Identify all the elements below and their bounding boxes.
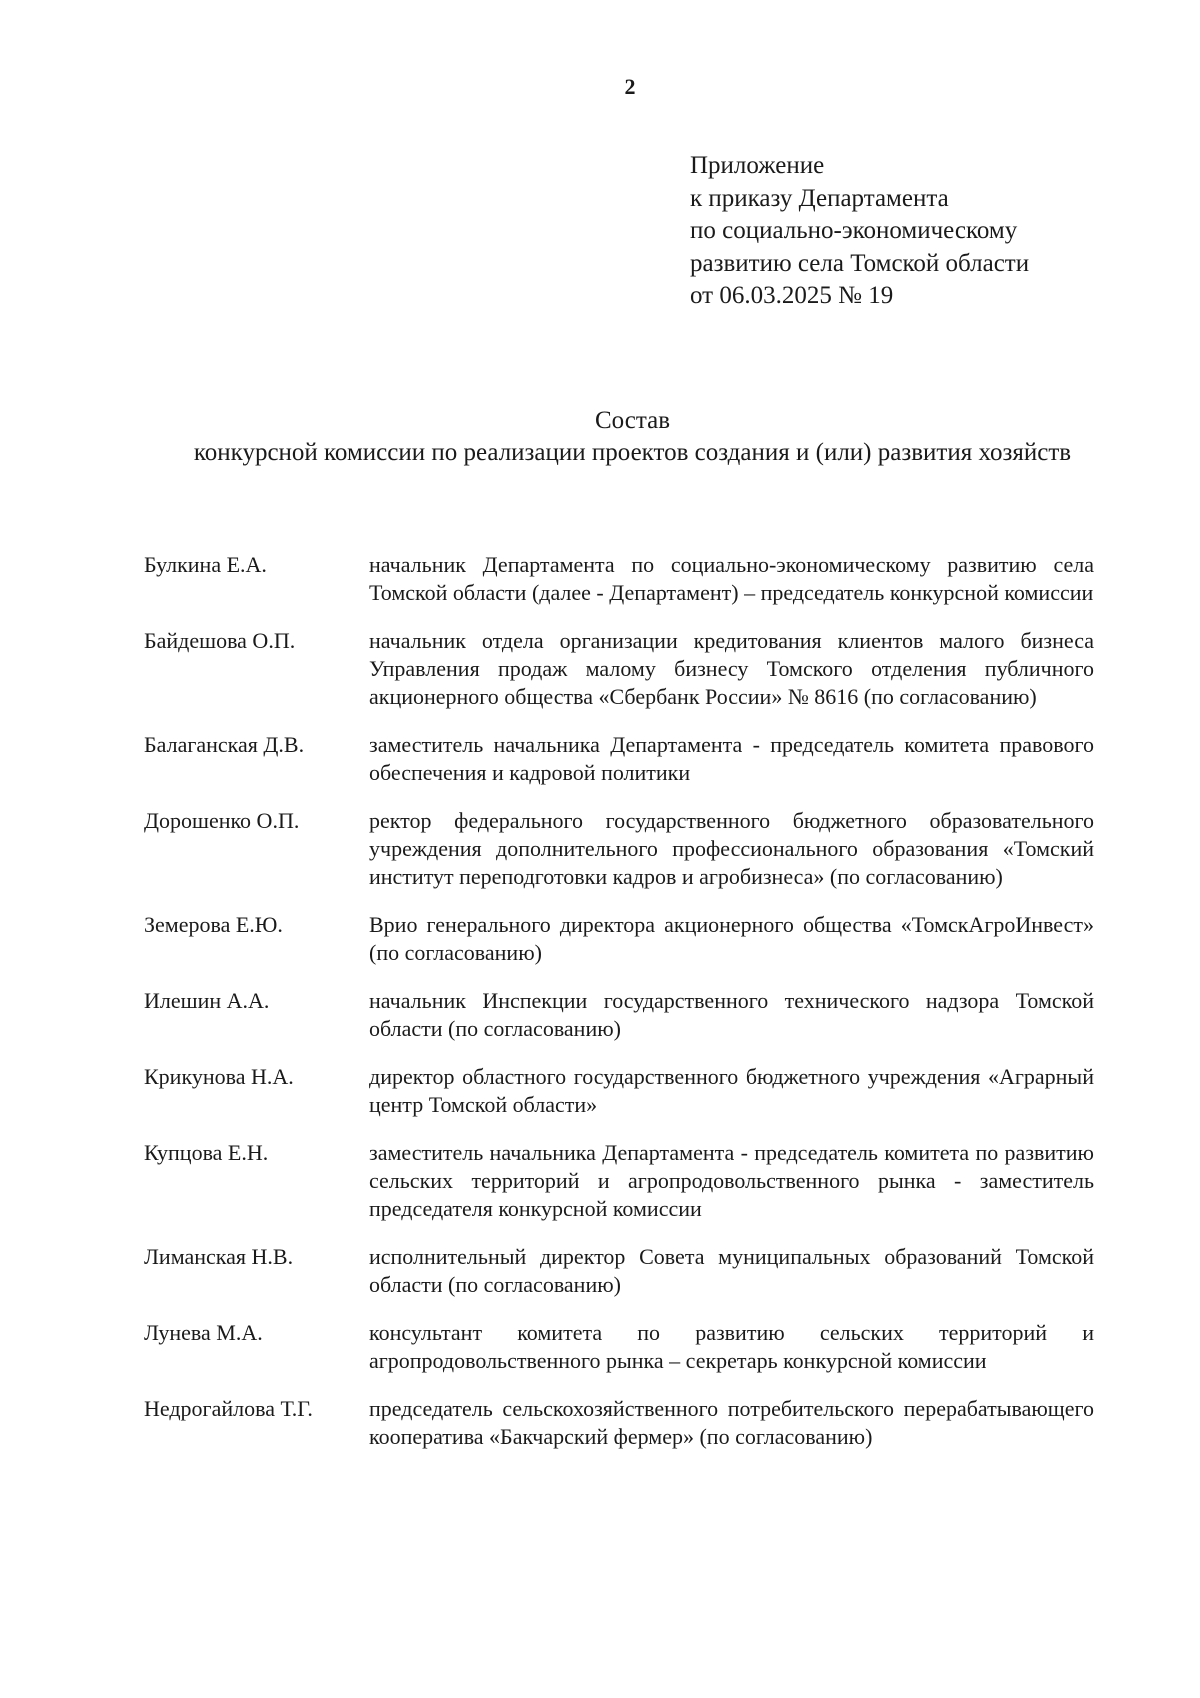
member-row <box>144 807 1094 891</box>
member-name: Крикунова Н.А. <box>144 1064 294 1089</box>
member-role: начальник Департамента по социально-экономическому развитию села Томской области (далее - Департамент) – председатель конкурсной комиссии <box>369 552 1094 605</box>
member-row <box>144 551 1094 607</box>
member-name: Лунева М.А. <box>144 1320 263 1345</box>
member-row <box>144 911 1094 967</box>
member-row <box>144 987 1094 1043</box>
document-title <box>190 405 1075 469</box>
member-row <box>144 627 1094 711</box>
appendix-line: от 06.03.2025 № 19 <box>690 282 894 309</box>
member-name: Балаганская Д.В. <box>144 732 305 757</box>
member-name: Булкина Е.А. <box>144 552 267 577</box>
member-name: Земерова Е.Ю. <box>144 912 283 937</box>
member-name: Дорошенко О.П. <box>144 808 300 833</box>
member-role: директор областного государственного бюджетного учреждения «Аграрный центр Томской области» <box>369 1064 1094 1117</box>
member-role: Врио генерального директора акционерного общества «ТомскАгроИнвест» (по согласованию) <box>369 912 1094 965</box>
member-row <box>144 1139 1094 1223</box>
title-subtitle: конкурсной комиссии по реализации проектов создания и (или) развития хозяйств <box>193 439 1072 466</box>
member-role: заместитель начальника Департамента - председатель комитета по развитию сельских территорий и агропродовольственного рынка - заместитель председателя конкурсной комиссии <box>369 1140 1094 1221</box>
appendix-header <box>690 150 1029 313</box>
appendix-line: к приказу Департамента <box>690 184 949 212</box>
member-name: Недрогайлова Т.Г. <box>144 1396 313 1421</box>
member-name: Купцова Е.Н. <box>144 1140 269 1165</box>
member-name: Байдешова О.П. <box>144 628 296 653</box>
member-role: консультант комитета по развитию сельских территорий и агропродовольственного рынка – секретарь конкурсной комиссии <box>369 1320 1094 1373</box>
commission-member-list <box>144 551 1094 1471</box>
title-heading: Состав <box>594 407 671 434</box>
appendix-line: по социально-экономическому <box>690 217 1018 244</box>
member-role: заместитель начальника Департамента - председатель комитета правового обеспечения и кадровой политики <box>369 732 1094 785</box>
page-number: 2 <box>624 74 636 99</box>
member-role: ректор федерального государственного бюджетного образовательного учреждения дополнительного профессионального образования «Томский институт переподготовки кадров и агробизнеса» (по согласованию) <box>369 808 1094 889</box>
member-row <box>144 1063 1094 1119</box>
appendix-line: развитию села Томской области <box>690 249 1030 277</box>
member-row <box>144 1243 1094 1299</box>
member-role: исполнительный директор Совета муниципальных образований Томской области (по согласованию) <box>369 1244 1094 1297</box>
member-row <box>144 731 1094 787</box>
member-role: председатель сельскохозяйственного потребительского перерабатывающего кооператива «Бакчарский фермер» (по согласованию) <box>369 1396 1094 1449</box>
member-role: начальник отдела организации кредитования клиентов малого бизнеса Управления продаж малому бизнесу Томского отделения публичного акционерного общества «Сбербанк России» № 8616 (по согласованию) <box>369 628 1094 709</box>
member-row <box>144 1395 1094 1451</box>
member-role: начальник Инспекции государственного технического надзора Томской области (по согласованию) <box>369 988 1094 1041</box>
member-name: Лиманская Н.В. <box>144 1244 294 1269</box>
member-row <box>144 1319 1094 1375</box>
member-name: Илешин А.А. <box>144 988 270 1013</box>
appendix-line: Приложение <box>690 152 825 179</box>
